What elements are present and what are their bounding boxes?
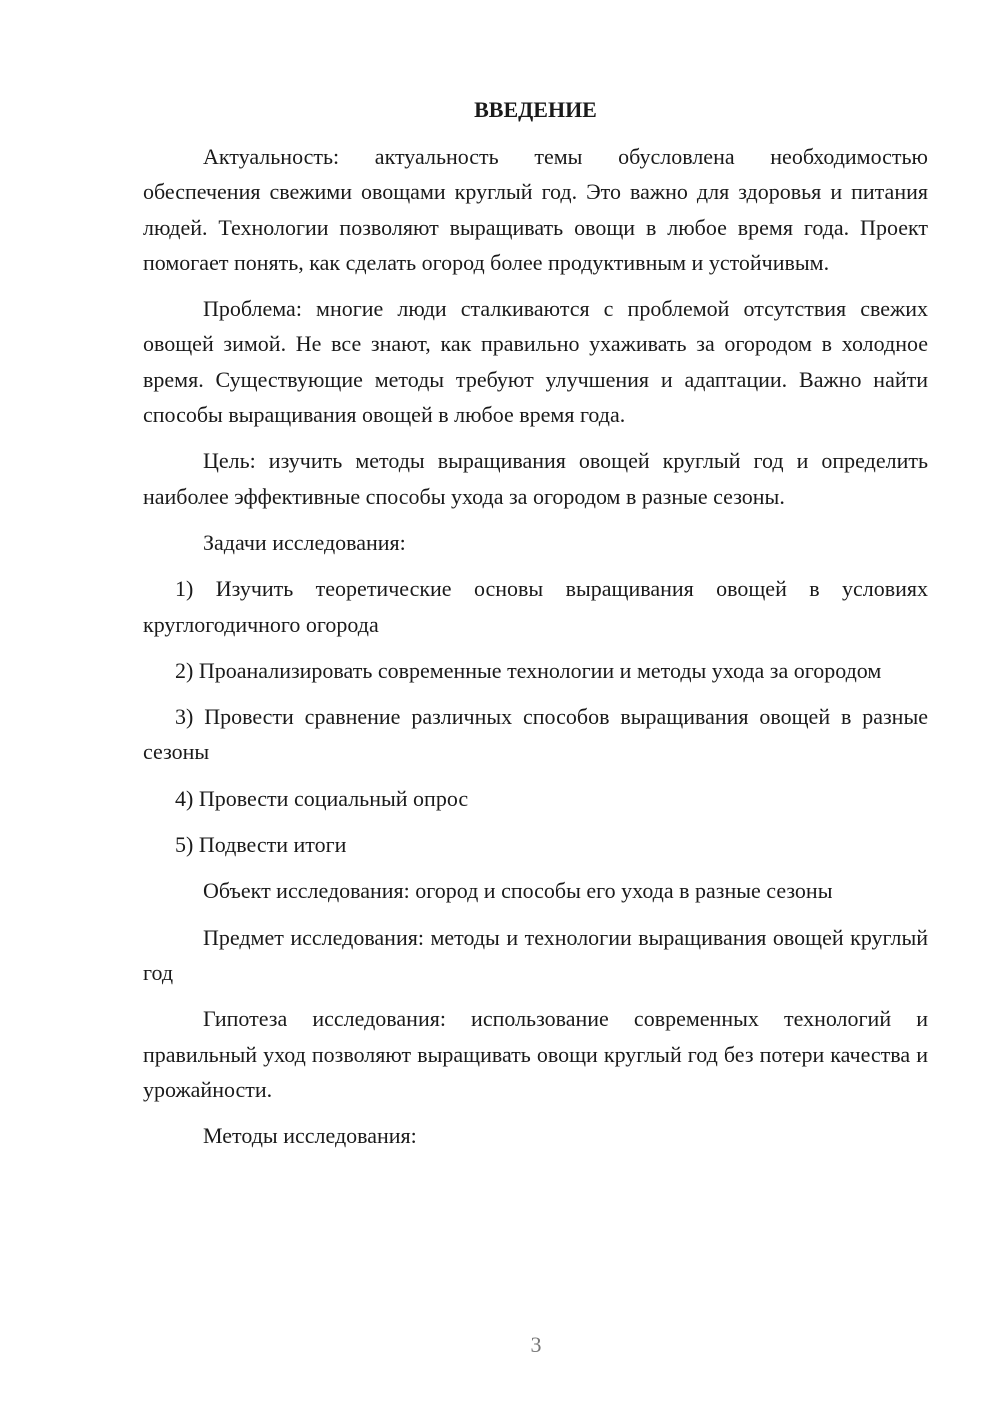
hypothesis-paragraph: Гипотеза исследования: использование современных технологий и правильный уход позволяют выращивать овощи круглый год без потери качества и урожайности.	[143, 1006, 928, 1102]
problem-paragraph: Проблема: многие люди сталкиваются с проблемой отсутствия свежих овощей зимой. Не все знают, как правильно ухаживать за огородом в холодное время. Существующие методы требуют улучшения и адаптации. Важно найти способы выращивания овощей в любое время года.	[143, 296, 928, 428]
task-item-1: 1) Изучить теоретические основы выращивания овощей в условиях круглогодичного огорода	[143, 576, 928, 637]
tasks-title: Задачи исследования:	[203, 529, 406, 555]
actuality-paragraph: Актуальность: актуальность темы обусловлена необходимостью обеспечения свежими овощами круглый год. Это важно для здоровья и питания людей. Технологии позволяют выращивать овощи в любое время года. Проект помогает понять, как сделать огород более продуктивным и устойчивым.	[143, 144, 928, 275]
task-item-3: 3) Провести сравнение различных способов выращивания овощей в разные сезоны	[143, 704, 928, 765]
task-item-5: 5) Подвести итоги	[175, 832, 347, 858]
methods-title: Методы исследования:	[203, 1123, 417, 1149]
object-paragraph: Объект исследования: огород и способы его ухода в разные сезоны	[203, 878, 833, 904]
page-content	[143, 92, 928, 1164]
goal-paragraph: Цель: изучить методы выращивания овощей круглый год и определить наиболее эффективные способы ухода за огородом в разные сезоны.	[143, 448, 928, 509]
task-item-2: 2) Проанализировать современные технологии и методы ухода за огородом	[175, 657, 882, 683]
task-item-4: 4) Провести социальный опрос	[175, 785, 469, 811]
section-heading: ВВЕДЕНИЕ	[474, 97, 597, 122]
subject-paragraph: Предмет исследования: методы и технологии выращивания овощей круглый год	[143, 924, 928, 985]
page-number: 3	[530, 1332, 542, 1357]
